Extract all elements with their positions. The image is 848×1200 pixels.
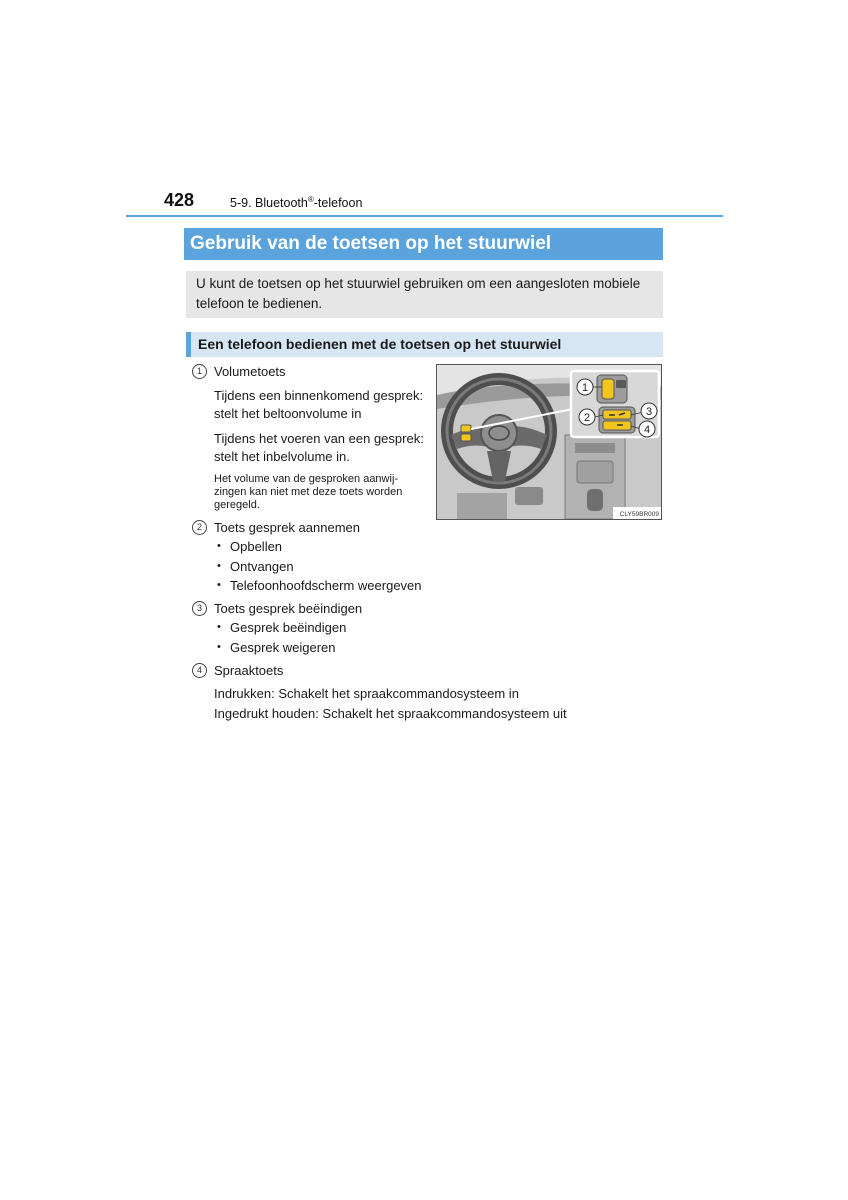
item-3-title: Toets gesprek beëindigen — [214, 601, 363, 616]
item-1-note-line1: Het volume van de gesproken aanwij- — [214, 473, 399, 485]
intro-box — [186, 271, 663, 318]
callout-3 — [641, 403, 657, 419]
item-1-para1-line2: stelt het beltoonvolume in — [214, 406, 362, 421]
callout-4 — [639, 421, 655, 437]
list-item: • Gesprek beëindigen — [214, 618, 346, 638]
callout-2-label: 2 — [583, 412, 591, 424]
list-item: • Telefoonhoofdscherm weergeven — [214, 576, 422, 596]
item-1-number-circle: 1 — [192, 364, 207, 379]
callout-3-label: 3 — [645, 406, 653, 418]
item-1-note-line2: zingen kan niet met deze toets worden — [214, 486, 403, 498]
callout-1-label: 1 — [581, 382, 589, 394]
steering-wheel-illustration — [436, 364, 662, 520]
illustration-code: CLY59BR009 — [619, 511, 659, 518]
callout-4-label: 4 — [643, 424, 651, 436]
item-4-title: Spraaktoets — [214, 663, 284, 678]
page-number: 428 — [164, 190, 195, 210]
item-4-number-circle: 4 — [192, 663, 207, 678]
list-item: • Ontvangen — [214, 557, 422, 577]
header-rule — [126, 215, 723, 217]
section-prefix: 5-9. Bluetooth — [230, 196, 308, 211]
item-4-line2: Ingedrukt houden: Schakelt het spraakcommandosysteem uit — [214, 706, 567, 721]
section-suffix: -telefoon — [313, 196, 363, 211]
item-1-para1-line1: Tijdens een binnenkomend gesprek: — [214, 388, 424, 403]
item-2-title: Toets gesprek aannemen — [214, 520, 360, 535]
item-1-note — [214, 473, 426, 512]
main-heading: Gebruik van de toetsen op het stuurwiel — [184, 228, 663, 260]
item-3-number-circle: 3 — [192, 601, 207, 616]
item-1-para2-line2: stelt het inbelvolume in. — [214, 449, 350, 464]
item-1-note-line3: geregeld. — [214, 499, 260, 511]
registered-mark: ® — [307, 195, 314, 204]
steering-wheel-drawing — [437, 365, 661, 519]
intro-line-1: U kunt de toetsen op het stuurwiel gebruiken om een aangesloten mobiele — [196, 276, 641, 291]
item-3-bullet-list — [214, 618, 346, 657]
list-item: • Opbellen — [214, 537, 422, 557]
callout-2 — [579, 409, 595, 425]
list-item: • Gesprek weigeren — [214, 638, 346, 658]
section-reference — [230, 195, 362, 210]
item-4-line1: Indrukken: Schakelt het spraakcommandosysteem in — [214, 686, 519, 701]
item-2-bullet-list — [214, 537, 422, 596]
callout-1 — [577, 379, 593, 395]
item-2-number-circle: 2 — [192, 520, 207, 535]
sub-heading: Een telefoon bedienen met de toetsen op het stuurwiel — [186, 332, 663, 357]
item-1-para2-line1: Tijdens het voeren van een gesprek: — [214, 431, 424, 446]
item-1-title: Volumetoets — [214, 364, 286, 379]
intro-line-2: telefoon te bedienen. — [196, 296, 323, 311]
